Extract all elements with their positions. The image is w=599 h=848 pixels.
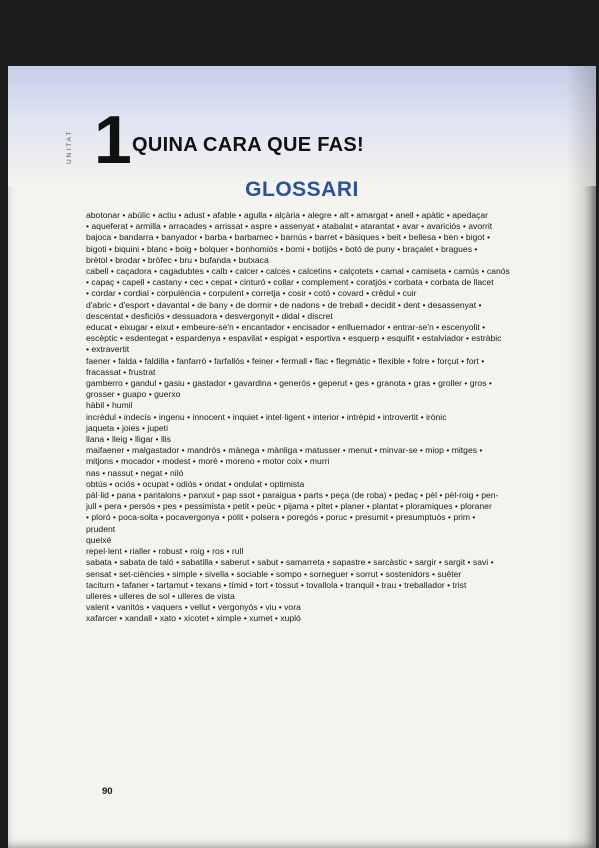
glossary-line: queixé — [86, 534, 112, 545]
unit-number: 1 — [94, 102, 132, 178]
glossary-line: • ploró • poca-solta • pocavergonya • polit • polsera • poregós • poruc • presumit • presumptuós • prim • — [86, 512, 476, 523]
glossary-line: grosser • guapo • guerxo — [86, 389, 181, 400]
glossary-line: faener • falda • faldilla • fanfarró • farfallós • feiner • fermall • flac • flegmàtic • flexible • folre • forçut • fort • — [86, 355, 485, 366]
glossary-line: mitjons • mocador • modest • moré • moreno • motor coix • murri — [86, 456, 330, 467]
glossary-line: abotonar • abúlic • actiu • adust • afable • agulla • alçària • alegre • alt • amargat • anell • apàtic • apedaçar — [86, 210, 489, 220]
unit-title: QUINA CARA QUE FAS! — [132, 134, 364, 156]
glossary-line: • capaç • capell • castany • cec • cepat • cinturó • collar • complement • coratjós • corbata • corbata de llacet — [86, 277, 494, 288]
glossary-line: nas • nassut • negat • niló — [86, 467, 184, 478]
glossary-line: incrèdul • indecís • ingenu • innocent • inquiet • intel·ligent • interior • intrèpid • introvertit • irònic — [86, 411, 447, 422]
glossary-line: sensat • set-ciències • simple • sivella • sociable • sompo • sorneguer • sorrut • sostenidors • suèter — [86, 568, 462, 579]
glossary-line: fracassat • frustrat — [86, 366, 156, 377]
glossary-line: descentat • desficiós • dessuadora • desvergonyit • didal • discret — [86, 310, 333, 321]
glossary-title: GLOSSARI — [245, 178, 359, 201]
glossary-line: • extravertit — [86, 344, 130, 355]
glossary-line: bigoti • biquini • blanc • boig • bolquer • bonhomiós • borni • botijós • botó de puny • braçalet • bragues • — [86, 243, 478, 254]
glossary-line: gamberro • gandul • gasiu • gastador • gavardina • generós • geperut • ges • granota • gras • groller • gros • — [86, 378, 492, 389]
glossary-line: ulleres • ulleres de sol • ulleres de vista — [86, 590, 235, 601]
book-page — [8, 66, 596, 848]
glossary-line: educat • eixugar • eixut • embeure-se'n • encantador • encisador • enlluernador • entrar-se'n • escenyolit • — [86, 322, 486, 333]
unit-label: UNITAT — [66, 129, 73, 164]
glossary-line: obtús • ociós • ocupat • odiós • ondat • ondulat • optimista — [86, 478, 305, 489]
glossary-line: • aqueferat • armilla • arracades • arrissat • aspre • assenyat • atabalat • atarantat • avar • avariciós • avorrit — [86, 221, 493, 232]
glossary-line: maifaener • malgastador • mandrós • mànega • mànliga • matusser • menut • minvar-se • miop • mitges • — [86, 445, 483, 456]
glossary-line: valent • vanitós • vaquers • vellut • vergonyós • viu • vora — [86, 602, 301, 613]
glossary-line: cabell • caçadora • cagadubtes • calb • calcer • calces • calcetins • calçotets • camal • camiseta • camús • canós — [86, 266, 510, 277]
glossary-line: repel·lent • rialler • robust • roig • ros • rull — [86, 546, 244, 557]
glossary-line: jull • pera • persós • pes • pessimista • petit • peüc • pijama • pitet • planer • plantat • ploramiques • ploraner — [86, 501, 492, 512]
glossary-line: d'abric • d'esport • davantal • de bany • de dormir • de nadons • de treball • decidit • dent • desassenyat • — [86, 299, 482, 310]
glossary-line: • cordar • cordial • corpulència • corpulent • corretja • cosir • cotó • covard • crèdul • cuir — [86, 288, 417, 299]
page-number: 90 — [102, 786, 113, 797]
glossary-line: brètol • brodar • bròfec • bru • bufanda • butxaca — [86, 254, 269, 265]
glossary-line: prudent — [86, 523, 116, 534]
glossary-line: xafarcer • xandall • xato • xicotet • ximple • xumet • xupló — [86, 613, 301, 624]
glossary-line: taciturn • tafaner • tartamut • texans • tímid • tort • tossut • tovallola • tranquil • trau • treballador • trist — [86, 579, 467, 590]
glossary-line: escèptic • esdentegat • espardenya • espavilat • espigat • esportiva • esquerp • esquifit • estalviador • estràbic — [86, 333, 502, 344]
glossary-line: jaqueta • joies • jupeti — [86, 422, 168, 433]
glossary-text — [86, 210, 558, 625]
glossary-line: pàl·lid • pana • pantalons • panxut • pap ssot • paraigua • parts • peça (de roba) • pedaç • pèl • pèl-roig • pen- — [86, 490, 499, 501]
glossary-line: hàbil • humil — [86, 400, 133, 411]
glossary-line: bajoca • bandarra • banyador • barba • barbamec • barnús • barret • bàsiques • beit • bellesa • ben • bigot • — [86, 232, 490, 243]
glossary-line: llana • lleig • lligar • llis — [86, 434, 171, 445]
glossary-line: sabata • sabata de taló • sabatilla • saberut • sabut • samarreta • sapastre • sarcàstic • sargir • sargit • savi • — [86, 557, 494, 568]
